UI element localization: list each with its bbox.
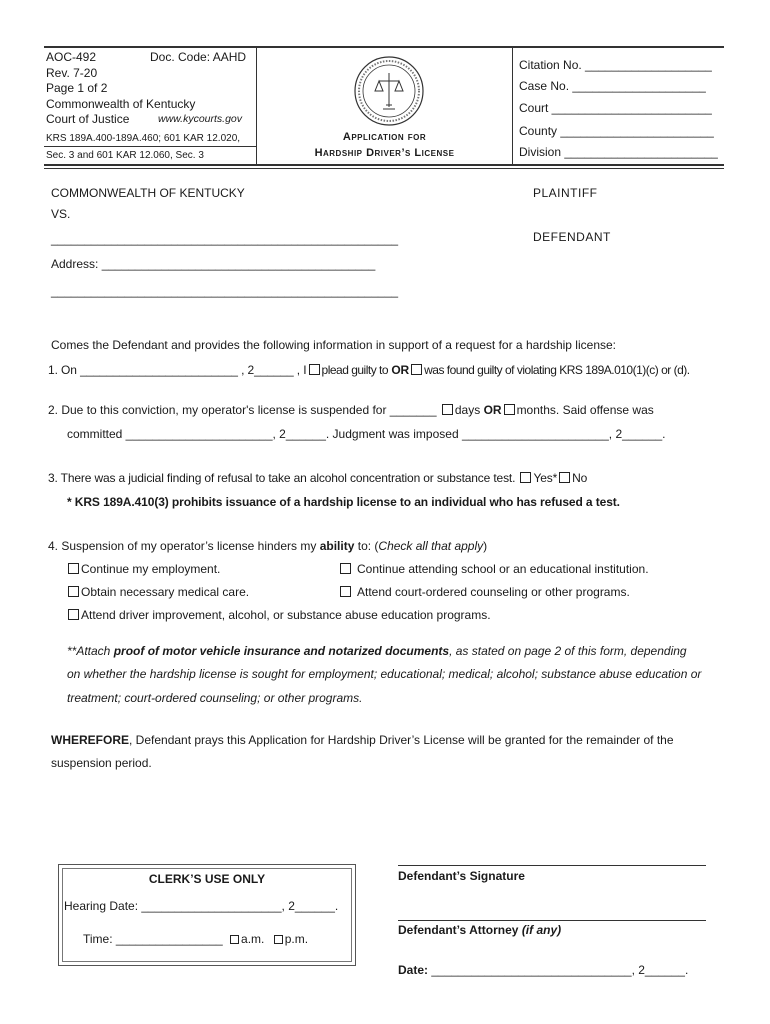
citation-number-field[interactable]: Citation No. ___________________ <box>519 58 712 72</box>
am-label: a.m. <box>241 932 265 946</box>
defendant-label: DEFENDANT <box>533 230 611 244</box>
attorney-signature-row <box>398 923 561 937</box>
plaintiff-label: PLAINTIFF <box>533 186 598 200</box>
attach-note-line-3: treatment; court-ordered counseling; or other programs. <box>67 691 363 705</box>
attach-text-c: , as stated on page 2 of this form, depending <box>449 644 687 658</box>
statute-rule <box>44 146 256 147</box>
form-title-line-2: Hardship Driver’s License <box>314 147 455 159</box>
versus-label: VS. <box>51 207 71 221</box>
court-seal-icon <box>353 55 425 127</box>
wherefore-bold: WHEREFORE <box>51 733 129 747</box>
date-label: Date: <box>398 963 429 977</box>
option-school[interactable] <box>338 562 649 576</box>
item-2-text-a: 2. Due to this conviction, my operator's license is suspended for _______ <box>48 403 437 417</box>
attach-note-line-2: on whether the hardship license is sought for employment; educational; medical; alcohol; substance abuse education or <box>67 667 702 681</box>
item-1-or: OR <box>391 363 410 377</box>
am-checkbox[interactable] <box>230 935 239 944</box>
statute-line-1: KRS 189A.400-189A.460; 601 KAR 12.020, <box>46 133 241 144</box>
item-1-text-a: 1. On ________________________ , 2______ , I <box>48 363 307 377</box>
medical-checkbox[interactable] <box>68 586 79 597</box>
website-link[interactable]: www.kycourts.gov <box>158 113 243 125</box>
item-3 <box>48 471 587 485</box>
hearing-time-row <box>83 932 308 946</box>
address-field[interactable]: Address: _________________________________________ <box>51 257 376 271</box>
item-4-check-note: Check all that apply <box>378 539 484 553</box>
school-label: Continue attending school or an educational institution. <box>357 562 649 576</box>
header-bottom-rule-2 <box>44 168 724 169</box>
employment-label: Continue my employment. <box>81 562 221 576</box>
hearing-date-field[interactable]: Hearing Date: _____________________, 2______. <box>64 899 339 913</box>
clerk-use-title: CLERK’S USE ONLY <box>148 872 266 886</box>
option-driver-improvement[interactable] <box>66 608 491 622</box>
wherefore-clause <box>51 733 674 747</box>
months-checkbox[interactable] <box>504 404 515 415</box>
defendant-signature-line[interactable] <box>398 865 706 866</box>
option-counseling[interactable] <box>338 585 630 599</box>
form-title-line-1: Application for <box>342 131 427 143</box>
refusal-yes-checkbox[interactable] <box>520 472 531 483</box>
counseling-label: Attend court-ordered counseling or other programs. <box>357 585 630 599</box>
item-2 <box>48 403 654 417</box>
court-of-justice-label: Court of Justice <box>46 112 130 126</box>
item-1-text-c: was found guilty of violating KRS 189A.010(1)(c) or (d). <box>424 363 690 377</box>
item-1-text-b: plead guilty to <box>321 363 389 377</box>
found-guilty-checkbox[interactable] <box>411 364 422 375</box>
county-field[interactable]: County _______________________ <box>519 124 714 138</box>
pm-label: p.m. <box>284 932 309 946</box>
item-2-months: months. Said offense was <box>516 403 654 417</box>
header-top-rule <box>44 46 724 48</box>
address-field-line-2[interactable]: ____________________________________________________ <box>51 284 399 298</box>
attach-text-b: proof of motor vehicle insurance and notarized documents <box>113 644 450 658</box>
page-number: Page 1 of 2 <box>46 81 108 95</box>
header-divider-right <box>512 47 513 164</box>
item-2-days: days <box>454 403 481 417</box>
item-4 <box>48 539 487 553</box>
intro-text: Comes the Defendant and provides the following information in support of a request for a hardship license: <box>51 338 616 352</box>
driver-improvement-checkbox[interactable] <box>68 609 79 620</box>
item-4-text-b: to: ( <box>357 539 379 553</box>
item-3-no: No <box>572 471 588 485</box>
revision: Rev. 7-20 <box>46 66 98 80</box>
attorney-signature-line[interactable] <box>398 920 706 921</box>
employment-checkbox[interactable] <box>68 563 79 574</box>
defendant-name-field[interactable]: ____________________________________________________ <box>51 232 399 246</box>
refusal-no-checkbox[interactable] <box>559 472 570 483</box>
item-4-ability: ability <box>319 539 355 553</box>
date-field[interactable]: ______________________________, 2______. <box>431 963 689 977</box>
signature-date-row <box>398 963 688 977</box>
medical-label: Obtain necessary medical care. <box>81 585 250 599</box>
form-number: AOC-492 <box>46 50 97 64</box>
item-3-text: 3. There was a judicial finding of refusal to take an alcohol concentration or substance test. <box>48 471 516 485</box>
item-4-text-c: ) <box>483 539 488 553</box>
wherefore-line-2: suspension period. <box>51 756 152 770</box>
item-2-line-2: committed ______________________, 2______. Judgment was imposed ______________________, 2______. <box>67 427 666 441</box>
plaintiff-name: COMMONWEALTH OF KENTUCKY <box>51 186 245 200</box>
attorney-if-any: (if any) <box>521 923 562 937</box>
option-medical[interactable] <box>66 585 249 599</box>
division-field[interactable]: Division _______________________ <box>519 145 718 159</box>
doc-code: Doc. Code: AAHD <box>150 50 247 64</box>
pm-checkbox[interactable] <box>274 935 283 944</box>
court-field[interactable]: Court ________________________ <box>519 101 712 115</box>
refusal-note: * KRS 189A.410(3) prohibits issuance of a hardship license to an individual who has refused a test. <box>67 495 620 509</box>
option-employment[interactable] <box>66 562 220 576</box>
item-1 <box>48 363 690 377</box>
hearing-time-field[interactable]: Time: ________________ <box>83 932 223 946</box>
defendant-signature-label: Defendant’s Signature <box>398 869 525 883</box>
commonwealth-label: Commonwealth of Kentucky <box>46 97 196 111</box>
item-4-text-a: 4. Suspension of my operator’s license hinders my <box>48 539 317 553</box>
wherefore-text: , Defendant prays this Application for Hardship Driver’s License will be granted for the remainder of the <box>129 733 674 747</box>
days-checkbox[interactable] <box>442 404 453 415</box>
attach-text-a: **Attach <box>67 644 114 658</box>
attorney-signature-label: Defendant’s Attorney <box>398 923 519 937</box>
case-number-field[interactable]: Case No. ____________________ <box>519 79 706 93</box>
counseling-checkbox[interactable] <box>340 586 351 597</box>
item-3-yes: Yes* <box>533 471 558 485</box>
item-2-or: OR <box>483 403 502 417</box>
header-bottom-rule <box>44 164 724 166</box>
attach-note <box>67 644 687 658</box>
school-checkbox[interactable] <box>340 563 351 574</box>
plead-guilty-checkbox[interactable] <box>309 364 320 375</box>
driver-improvement-label: Attend driver improvement, alcohol, or substance abuse education programs. <box>81 608 491 622</box>
statute-line-2: Sec. 3 and 601 KAR 12.060, Sec. 3 <box>46 150 204 161</box>
